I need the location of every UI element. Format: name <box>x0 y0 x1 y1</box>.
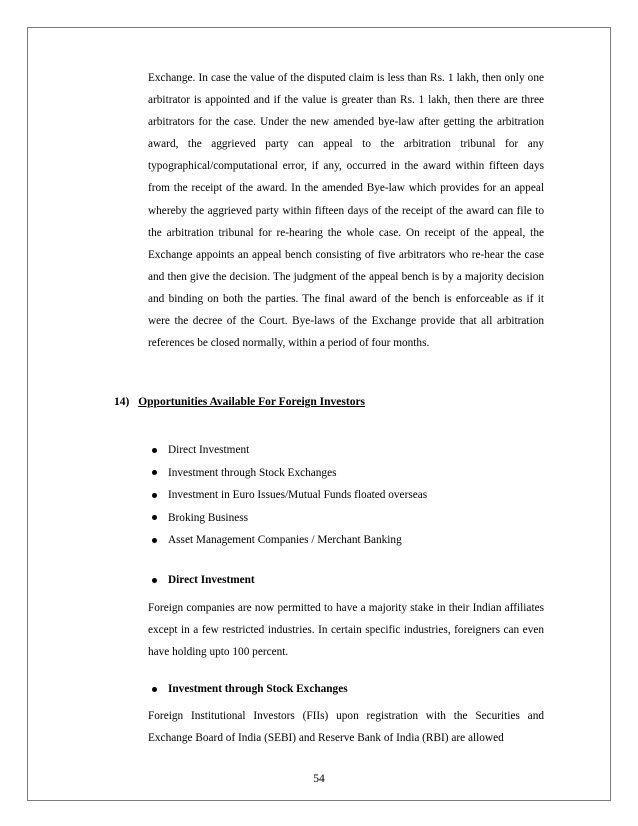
list-item-label: Investment through Stock Exchanges <box>168 466 337 479</box>
bullet-icon <box>152 470 157 475</box>
list-item <box>148 507 427 530</box>
subsection-heading-stock-exchanges <box>148 683 348 695</box>
list-item <box>148 462 427 485</box>
subsection-paragraph-direct-investment: Foreign companies are now permitted to have a majority stake in their Indian affiliates except in a few restricted industries. In certain specific industries, foreigners can even have holding upto 100 percent. <box>148 602 544 659</box>
section-heading <box>114 396 365 408</box>
list-item-label: Asset Management Companies / Merchant Banking <box>168 534 402 547</box>
body-paragraph: Exchange. In case the value of the disputed claim is less than Rs. 1 lakh, then only one arbitrator is appointed and if the value is greater than Rs. 1 lakh, then there are three arbitrators for the case. Under the new amended bye-law after getting the arbitration award, the aggrieved party can appeal to the arbitration tribunal for any typographical/computational error, if any, occurred in the award within fifteen days from the receipt of the award. In the amended Bye-law which provides for an appeal whereby the aggrieved party within fifteen days of the receipt of the award can file to the arbitration tribunal for re-hearing the whole case. On receipt of the appeal, the Exchange appoints an appeal bench consisting of five arbitrators who re-hear the case and then give the decision. The judgment of the appeal bench is by a majority decision and binding on both the parties. The final award of the bench is enforceable as if it were the decree of the Court. Bye-laws of the Exchange provide that all arbitration references be closed normally, within a period of four months. <box>148 72 544 350</box>
list-item <box>148 529 427 552</box>
section-title: Opportunities Available For Foreign Investors <box>138 396 366 408</box>
list-item <box>148 439 427 462</box>
subsection-heading-label: Investment through Stock Exchanges <box>168 683 348 695</box>
bullet-icon <box>152 578 157 583</box>
bullet-icon <box>152 687 157 692</box>
list-item-label: Broking Business <box>168 511 249 524</box>
bullet-icon <box>152 538 157 543</box>
subsection-heading-label: Direct Investment <box>168 574 255 586</box>
bullet-icon <box>152 448 157 453</box>
list-item <box>148 484 427 507</box>
list-item-label: Investment in Euro Issues/Mutual Funds floated overseas <box>168 489 428 502</box>
section-number: 14) <box>114 396 130 408</box>
subsection-heading-direct-investment <box>148 574 255 586</box>
list-item-label: Direct Investment <box>168 444 250 457</box>
bullet-icon <box>152 493 157 498</box>
subsection-paragraph-stock-exchanges: Foreign Institutional Investors (FIIs) upon registration with the Securities and Exchange Board of India (SEBI) and Reserve Bank of India (RBI) are allowed <box>148 710 544 745</box>
bullet-list <box>148 439 427 552</box>
bullet-icon <box>152 515 157 520</box>
page-number: 54 <box>313 773 325 785</box>
